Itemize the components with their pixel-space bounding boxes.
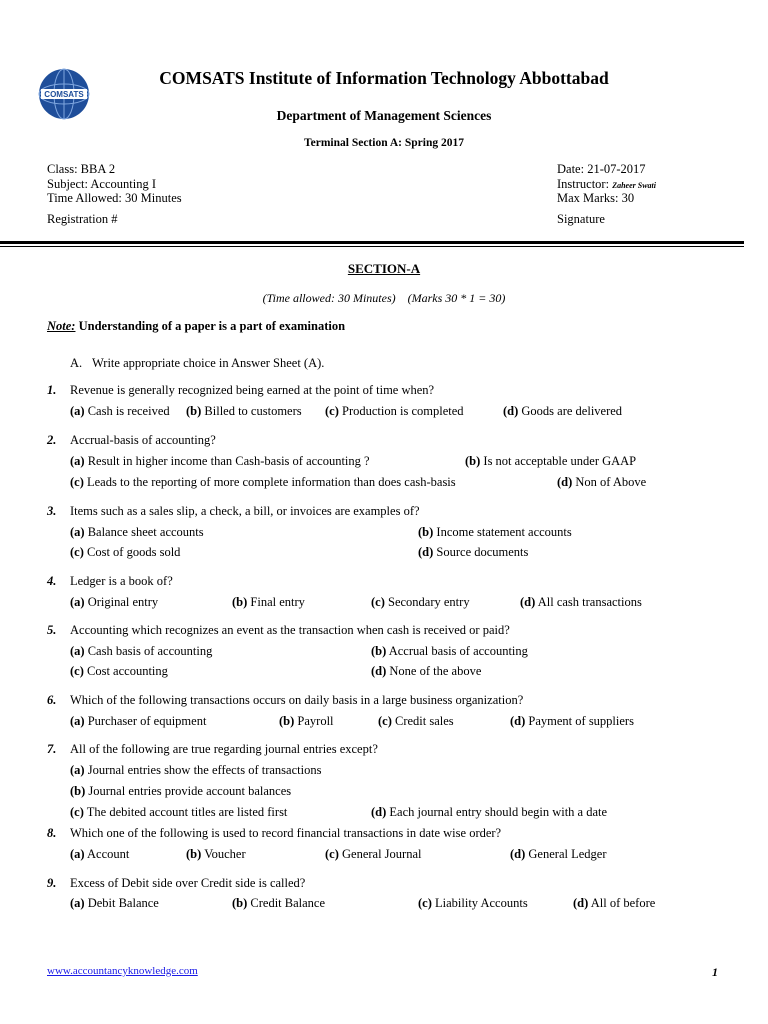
- option: (b) Billed to customers: [186, 404, 302, 418]
- option: (c) Cost of goods sold: [70, 545, 181, 559]
- question-text: Excess of Debit side over Credit side is called?: [70, 876, 306, 890]
- option: (c) The debited account titles are listed first: [70, 805, 288, 819]
- section-title: SECTION-A: [347, 261, 421, 276]
- option: (b) Income statement accounts: [418, 525, 572, 539]
- question-text: All of the following are true regarding journal entries except?: [70, 742, 378, 756]
- time-allowed-info: Time Allowed: 30 Minutes: [47, 191, 182, 205]
- instructor-label: Instructor:: [557, 177, 610, 191]
- option: (d) Each journal entry should begin with a date: [371, 805, 608, 819]
- instruction-letter: A.: [70, 356, 83, 370]
- option: (b) Is not acceptable under GAAP: [465, 454, 637, 468]
- option: (d) Non of Above: [557, 475, 647, 489]
- header-divider: [0, 241, 744, 244]
- max-marks-info: Max Marks: 30: [557, 191, 635, 205]
- department-title: Department of Management Sciences: [276, 108, 492, 123]
- option: (a) Account: [70, 847, 130, 861]
- option: (d) All of before: [573, 896, 656, 910]
- option: (b) Credit Balance: [232, 896, 326, 910]
- question-text: Which one of the following is used to record financial transactions in date wise order?: [70, 826, 502, 840]
- option: (a) Purchaser of equipment: [70, 714, 207, 728]
- section-time-marks: (Time allowed: 30 Minutes) (Marks 30 * 1 = 30): [262, 291, 506, 305]
- question-number: 7.: [47, 742, 57, 756]
- question-number: 4.: [47, 574, 57, 588]
- option: (d) Goods are delivered: [503, 404, 623, 418]
- option: (b) Payroll: [279, 714, 334, 728]
- option: (a) Balance sheet accounts: [70, 525, 204, 539]
- option: (c) Production is completed: [325, 404, 464, 418]
- option: (d) All cash transactions: [520, 595, 642, 609]
- option: (b) Final entry: [232, 595, 305, 609]
- option: (d) Payment of suppliers: [510, 714, 634, 728]
- question-text: Accrual-basis of accounting?: [70, 433, 216, 447]
- option: (c) Cost accounting: [70, 664, 168, 678]
- page-number: 1: [712, 965, 718, 979]
- option: (d) Source documents: [418, 545, 529, 559]
- institute-title: COMSATS Institute of Information Technology Abbottabad: [159, 68, 609, 88]
- option: (c) Secondary entry: [371, 595, 470, 609]
- question-text: Revenue is generally recognized being earned at the point of time when?: [70, 383, 435, 397]
- option: (a) Original entry: [70, 595, 159, 609]
- instruction-text: Write appropriate choice in Answer Sheet (A).: [92, 356, 325, 370]
- option: (c) Credit sales: [378, 714, 454, 728]
- question-text: Accounting which recognizes an event as the transaction when cash is received or paid?: [70, 623, 510, 637]
- option: (d) None of the above: [371, 664, 482, 678]
- question-number: 8.: [47, 826, 57, 840]
- note-text: Understanding of a paper is a part of examination: [75, 319, 346, 333]
- option: (c) General Journal: [325, 847, 422, 861]
- question-text: Ledger is a book of?: [70, 574, 173, 588]
- term-title: Terminal Section A: Spring 2017: [304, 137, 464, 149]
- option: (a) Cash is received: [70, 404, 170, 418]
- note-line: [47, 319, 345, 334]
- subject-info: Subject: Accounting I: [47, 177, 157, 191]
- option: (a) Cash basis of accounting: [70, 644, 213, 658]
- question-text: Which of the following transactions occurs on daily basis in a large business organization?: [70, 693, 524, 707]
- header-divider-thin: [0, 246, 744, 247]
- question-text: Items such as a sales slip, a check, a bill, or invoices are examples of?: [70, 504, 420, 518]
- question-number: 9.: [47, 876, 57, 890]
- question-number: 2.: [47, 433, 57, 447]
- registration-field: Registration #: [47, 212, 118, 226]
- question-number: 1.: [47, 383, 57, 397]
- option: (c) Leads to the reporting of more complete information than does cash-basis: [70, 475, 456, 489]
- signature-field: Signature: [557, 212, 605, 226]
- footer-link[interactable]: www.accountancyknowledge.com: [47, 965, 198, 977]
- option: (d) General Ledger: [510, 847, 607, 861]
- class-info: Class: BBA 2: [47, 162, 116, 176]
- option: (b) Journal entries provide account balances: [70, 784, 292, 798]
- option: (a) Journal entries show the effects of transactions: [70, 763, 322, 777]
- instructor-signature: Zaheer Swati: [612, 181, 656, 190]
- option: (b) Accrual basis of accounting: [371, 644, 528, 658]
- option: (a) Result in higher income than Cash-basis of accounting ?: [70, 454, 370, 468]
- note-label: Note:: [47, 319, 76, 333]
- svg-text:COMSATS: COMSATS: [44, 90, 84, 99]
- date-info: Date: 21-07-2017: [557, 162, 646, 176]
- option: (b) Voucher: [186, 847, 246, 861]
- question-number: 6.: [47, 693, 57, 707]
- option: (c) Liability Accounts: [418, 896, 528, 910]
- question-number: 3.: [47, 504, 57, 518]
- option: (a) Debit Balance: [70, 896, 159, 910]
- question-number: 5.: [47, 623, 57, 637]
